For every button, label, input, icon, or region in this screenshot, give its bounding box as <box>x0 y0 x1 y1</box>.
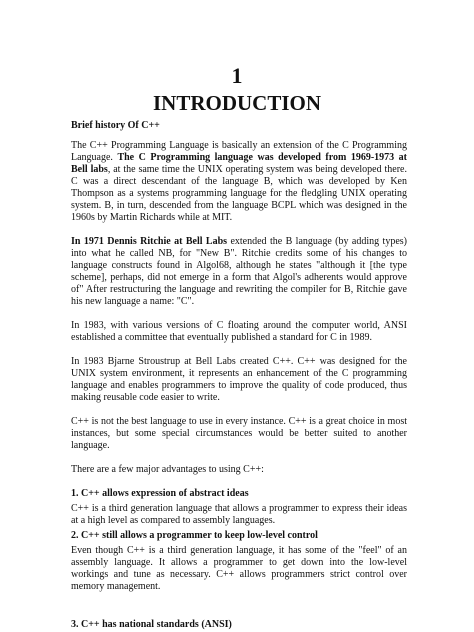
paragraph-history-c <box>71 140 407 224</box>
paragraph-ansi: In 1983, with various versions of C floating around the computer world, ANSI established a committee that eventually published a standard for C in 1989. <box>71 320 407 343</box>
paragraph-not-best: C++ is not the best language to use in every instance. C++ is a great choice in most instances, but some special circumstances would be better suited to another language. <box>71 416 407 451</box>
paragraph-stroustrup: In 1983 Bjarne Stroustrup at Bell Labs created C++. C++ was designed for the UNIX system environment, it represents an enhancement of the C programming language and enables programmers to improve the quality of code produced, thus making reusable code easier to write. <box>71 356 407 403</box>
advantage-heading: 1. C++ allows expression of abstract ideas <box>71 488 249 499</box>
paragraph-bold-text: The C Programming language was developed from 1969-1973 at Bell labs <box>71 152 407 175</box>
advantage-body: Even though C++ is a third generation language, it has some of the "feel" of an assembly language. It allows a programmer to get down into the low-level workings and tune as necessary. C++ allows programmers strict control over memory management. <box>71 545 407 592</box>
paragraph-text: The C++ Programming Language is basically an extension of the C Programming Language. <box>71 140 407 163</box>
section-subheading: Brief history Of C++ <box>71 120 160 131</box>
paragraph-bold-text: In 1971 Dennis Ritchie at Bell Labs <box>71 236 228 247</box>
document-body <box>71 120 407 631</box>
paragraph-text: extended the B language (by adding types) into what he called NB, for "New B". Ritchie credits some of his changes to language constructs found in Algol68, although he states "although it [the type scheme], perhaps, did not emerge in a form that Algol's adherents would approve of" After restructuring the language and rewriting the compiler for B, Ritchie gave his new language a name: "C". <box>71 236 407 307</box>
chapter-number: 1 <box>231 63 243 88</box>
paragraph-advantages-intro: There are a few major advantages to using C++: <box>71 464 264 475</box>
paragraph-ritchie <box>71 236 407 308</box>
paragraph-text: , at the same time the UNIX operating system was being developed there. C was a direct descendant of the language B, which was developed by Ken Thompson as a systems programming language for the fledgling UNIX operating system. B, in turn, descended from the language BCPL which was designed in the 1960s by Martin Richards while at MIT. <box>71 164 407 223</box>
advantage-heading: 3. C++ has national standards (ANSI) <box>71 619 232 630</box>
advantage-body: C++ is a third generation language that allows a programmer to express their ideas at a high level as compared to assembly languages. <box>71 503 407 526</box>
chapter-title: INTRODUCTION <box>152 91 322 115</box>
advantage-heading: 2. C++ still allows a programmer to keep low-level control <box>71 530 318 541</box>
